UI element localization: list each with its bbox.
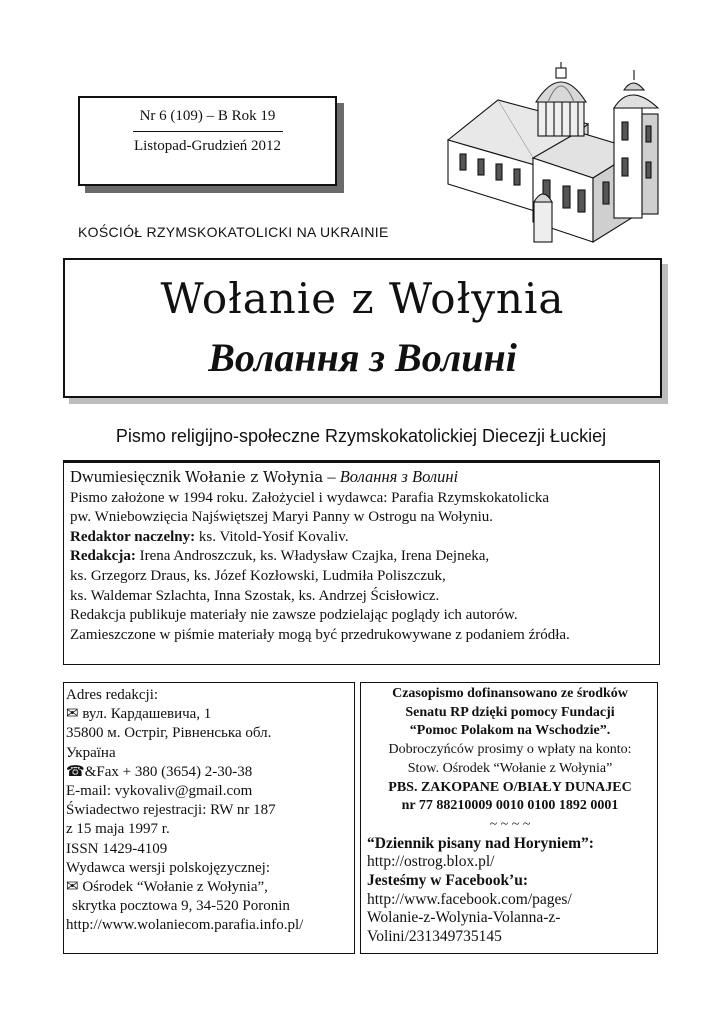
address-box [63,682,355,954]
issue-number: Nr 6 (109) – B Rok 19 [139,108,276,124]
staff-line-1 [70,547,659,567]
account-line [367,797,653,816]
title-polish: Wołanie z Wołynia [160,274,565,323]
note-line-1: Redakcja publikuje materiały nie zawsze podzielając poglądy ich autorów. [70,607,518,624]
address-label: Adres redakcji: [66,687,159,703]
funding-line-2 [367,704,653,723]
title-box [63,258,662,398]
donors-line-2: Stow. Ośrodek “Wołanie z Wołynia” [407,760,613,776]
envelope-icon: ✉ [66,879,79,896]
facebook-url-3[interactable]: Volini/231349735145 [367,928,502,946]
blog-url[interactable]: http://ostrog.blox.pl/ [367,853,495,871]
staff-line-2: ks. Grzegorz Draus, ks. Józef Kozłowski, Ludmiła Poliszczuk, [70,567,446,584]
blog-title-line [367,835,653,854]
funding-text-3: “Pomoc Polakom na Wschodzie”. [409,723,611,739]
funding-text-2: Senatu RP dzięki pomocy Fundacji [405,704,615,720]
founded-line-1: Pismo założone w 1994 roku. Założyciel i wydawca: Parafia Rzymskokatolicka [70,489,550,506]
telephone-icon: ☎ [66,763,85,780]
registration-line-2: z 15 maja 1997 r. [66,821,170,838]
phone-number: &Fax + 380 (3654) 2-30-38 [84,763,253,780]
envelope-icon: ✉ [66,706,79,723]
masthead-prefix: Dwumiesięcznik [70,467,181,486]
funding-line-3 [367,722,653,741]
phone-line [66,763,354,782]
address-country: Україна [66,744,116,761]
address-street: вул. Кардашевича, 1 [82,706,212,723]
separator: ~ ~ ~ ~ [489,816,531,832]
founded-line-2: pw. Wniebowzięcia Najświętszej Maryi Panny w Ostrogu na Wołyniu. [70,509,494,526]
publisher-box: skrytka pocztowa 9, 34-520 Poronin [72,898,290,915]
issn: ISSN 1429-4109 [66,840,168,857]
staff-label: Redakcja: [70,548,136,565]
donors-line-1: Dobroczyńców prosimy o wpłaty na konto: [388,742,632,758]
bank-name: PBS. ZAKOPANE O/BIAŁY DUNAJEC [388,779,632,795]
issue-box [78,96,337,186]
editor-name: ks. Vitold-Yosif Kovaliv. [198,528,349,545]
funding-text-1: Czasopismo dofinansowano ze środków [392,686,628,701]
masthead-dash: – [327,467,336,486]
facebook-label-line [367,872,653,891]
issue-date: Listopad-Grudzień 2012 [133,138,282,154]
masthead-heading [70,467,659,488]
masthead-title-ukrainian: Волання з Волині [339,467,459,486]
staff-line-3: ks. Waldemar Szlachta, Inna Szostak, ks. Andrzej Ścisłowicz. [70,587,440,604]
funding-box [360,682,658,954]
publisher-label: Wydawca wersji polskojęzycznej: [66,859,271,876]
editor-label: Redaktor naczelny: [70,528,196,545]
bank-line [367,779,653,798]
website-link[interactable]: http://www.wolaniecom.parafia.info.pl/ [66,917,304,934]
blog-title: “Dziennik pisany nad Horyniem”: [367,834,594,852]
church-illustration [438,62,674,258]
facebook-url-1[interactable]: http://www.facebook.com/pages/ [367,890,572,908]
church-label: KOŚCIÓŁ RZYMSKOKATOLICKI NA UKRAINIE [78,224,389,240]
issue-divider [133,131,283,132]
facebook-label: Jesteśmy w Facebook’u: [367,872,529,890]
registration-line-1: Świadectwo rejestracji: RW nr 187 [66,802,276,819]
title-ukrainian: Волання з Волині [208,335,517,380]
masthead-box [63,460,660,665]
funding-line-1 [367,685,653,704]
email-line[interactable]: E-mail: vykovaliv@gmail.com [66,783,253,800]
staff-names-1: Irena Androszczuk, ks. Władysław Czajka, Irena Dejneka, [139,548,490,565]
account-number: nr 77 88210009 0010 0100 1892 0001 [401,798,619,814]
facebook-url-2[interactable]: Wolanie-z-Wolynia-Volanna-z- [367,909,561,927]
address-street-line [66,705,354,724]
note-line-2: Zamieszczone w piśmie materiały mogą być przedrukowywane z podaniem źródła. [70,626,570,643]
subtitle: Pismo religijno-społeczne Rzymskokatolickiej Diecezji Łuckiej [115,426,607,446]
publisher-name: Ośrodek “Wołanie z Wołynia”, [82,879,268,896]
address-city: 35800 м. Острiг, Рiвненська обл. [66,725,272,742]
publisher-name-line [66,878,354,897]
masthead-title-polish: Wołanie z Wołynia [185,468,324,486]
editor-line [70,528,659,548]
